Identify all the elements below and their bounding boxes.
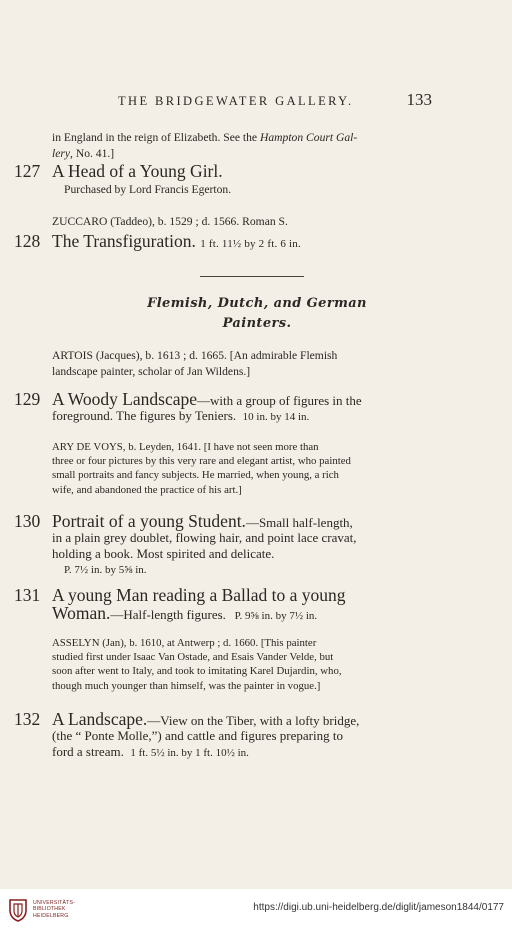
artist-zuccaro: ZUCCARO (Taddeo), b. 1529 ; d. 1566. Roman S. — [52, 215, 288, 228]
entry-dimensions: 1 ft. 11½ by 2 ft. 6 in. — [200, 238, 301, 250]
entry-number: 129 — [14, 389, 41, 409]
section-divider — [200, 276, 304, 277]
section-heading-line2: Painters. — [222, 316, 292, 331]
header-title: THE BRIDGEWATER GALLERY. — [118, 94, 354, 108]
entry-dimensions: P. 9⅝ in. by 7½ in. — [234, 610, 318, 622]
section-heading-line1: Flemish, Dutch, and German — [147, 296, 367, 311]
entry-title: A Head of a Young Girl. — [52, 161, 223, 181]
entry-127-note: Purchased by Lord Francis Egerton. — [64, 183, 232, 196]
permalink-url[interactable]: https://digi.ub.uni-heidelberg.de/diglit/jameson1844/0177 — [253, 902, 504, 913]
entry-130-description: in a plain grey doublet, flowing hair, and point lace cravat, holding a book. Most spirited and delicate. P. 7½ in. by 5⅝ in. — [52, 530, 432, 578]
entry-132-description: (the “ Ponte Molle,”) and cattle and figures preparing to ford a stream. 1 ft. 5½ in. by 1 ft. 10½ in. — [52, 728, 343, 759]
entry-number: 132 — [14, 709, 41, 729]
entry-dimensions: 1 ft. 5½ in. by 1 ft. 10½ in. — [130, 747, 249, 759]
running-header — [118, 92, 432, 110]
entry-number: 128 — [14, 231, 41, 251]
artist-asselyn: ASSELYN (Jan), b. 1610, at Antwerp ; d. 1660. [This painter studied first under Isaac Van Ostade, and Esais Vander Velde, but soon after went to Italy, and took to imitating Karel Dujardin, who, though much younger than himself, was the painter in vogue.] — [52, 637, 342, 692]
entry-title: A Woody Landscape—with a group of figures in the — [52, 389, 362, 409]
artist-ary-de-voys: ARY DE VOYS, b. Leyden, 1641. [I have not seen more than three or four pictures by this very rare and elegant artist, who painted small portraits and fancy subjects. He married, when young, a rich wife, and abandoned the practice of his art.] — [52, 441, 351, 496]
artist-artois: ARTOIS (Jacques), b. 1613 ; d. 1665. [An admirable Flemish landscape painter, scholar of Jan Wildens.] — [52, 349, 338, 378]
entry-title: Portrait of a young Student.—Small half-length, — [52, 511, 353, 531]
entry-number: 131 — [14, 585, 41, 605]
university-library-logo-text: UNIVERSITÄTS- BIBLIOTHEK HEIDELBERG — [33, 900, 76, 919]
entry-title: A young Man reading a Ballad to a young — [52, 585, 346, 605]
entry-title: The Transfiguration. 1 ft. 11½ by 2 ft. 6 in. — [52, 231, 301, 251]
entry-title: A Landscape.—View on the Tiber, with a lofty bridge, — [52, 709, 360, 729]
entry-dimensions: 10 in. by 14 in. — [242, 411, 310, 423]
entry-number: 130 — [14, 511, 41, 531]
entry-129-description: foreground. The figures by Teniers. 10 in. by 14 in. — [52, 408, 310, 423]
digitization-footer — [0, 889, 512, 929]
entry-number: 127 — [14, 161, 41, 181]
intro-paragraph: in England in the reign of Elizabeth. See the Hampton Court Gal- lery, No. 41.] — [52, 131, 358, 160]
entry-dimensions: P. 7½ in. by 5⅝ in. — [64, 564, 147, 576]
page-number: 133 — [406, 90, 432, 109]
entry-131-description: Woman.—Half-length figures. P. 9⅝ in. by 7½ in. — [52, 603, 318, 623]
university-library-logo-icon — [7, 898, 29, 922]
